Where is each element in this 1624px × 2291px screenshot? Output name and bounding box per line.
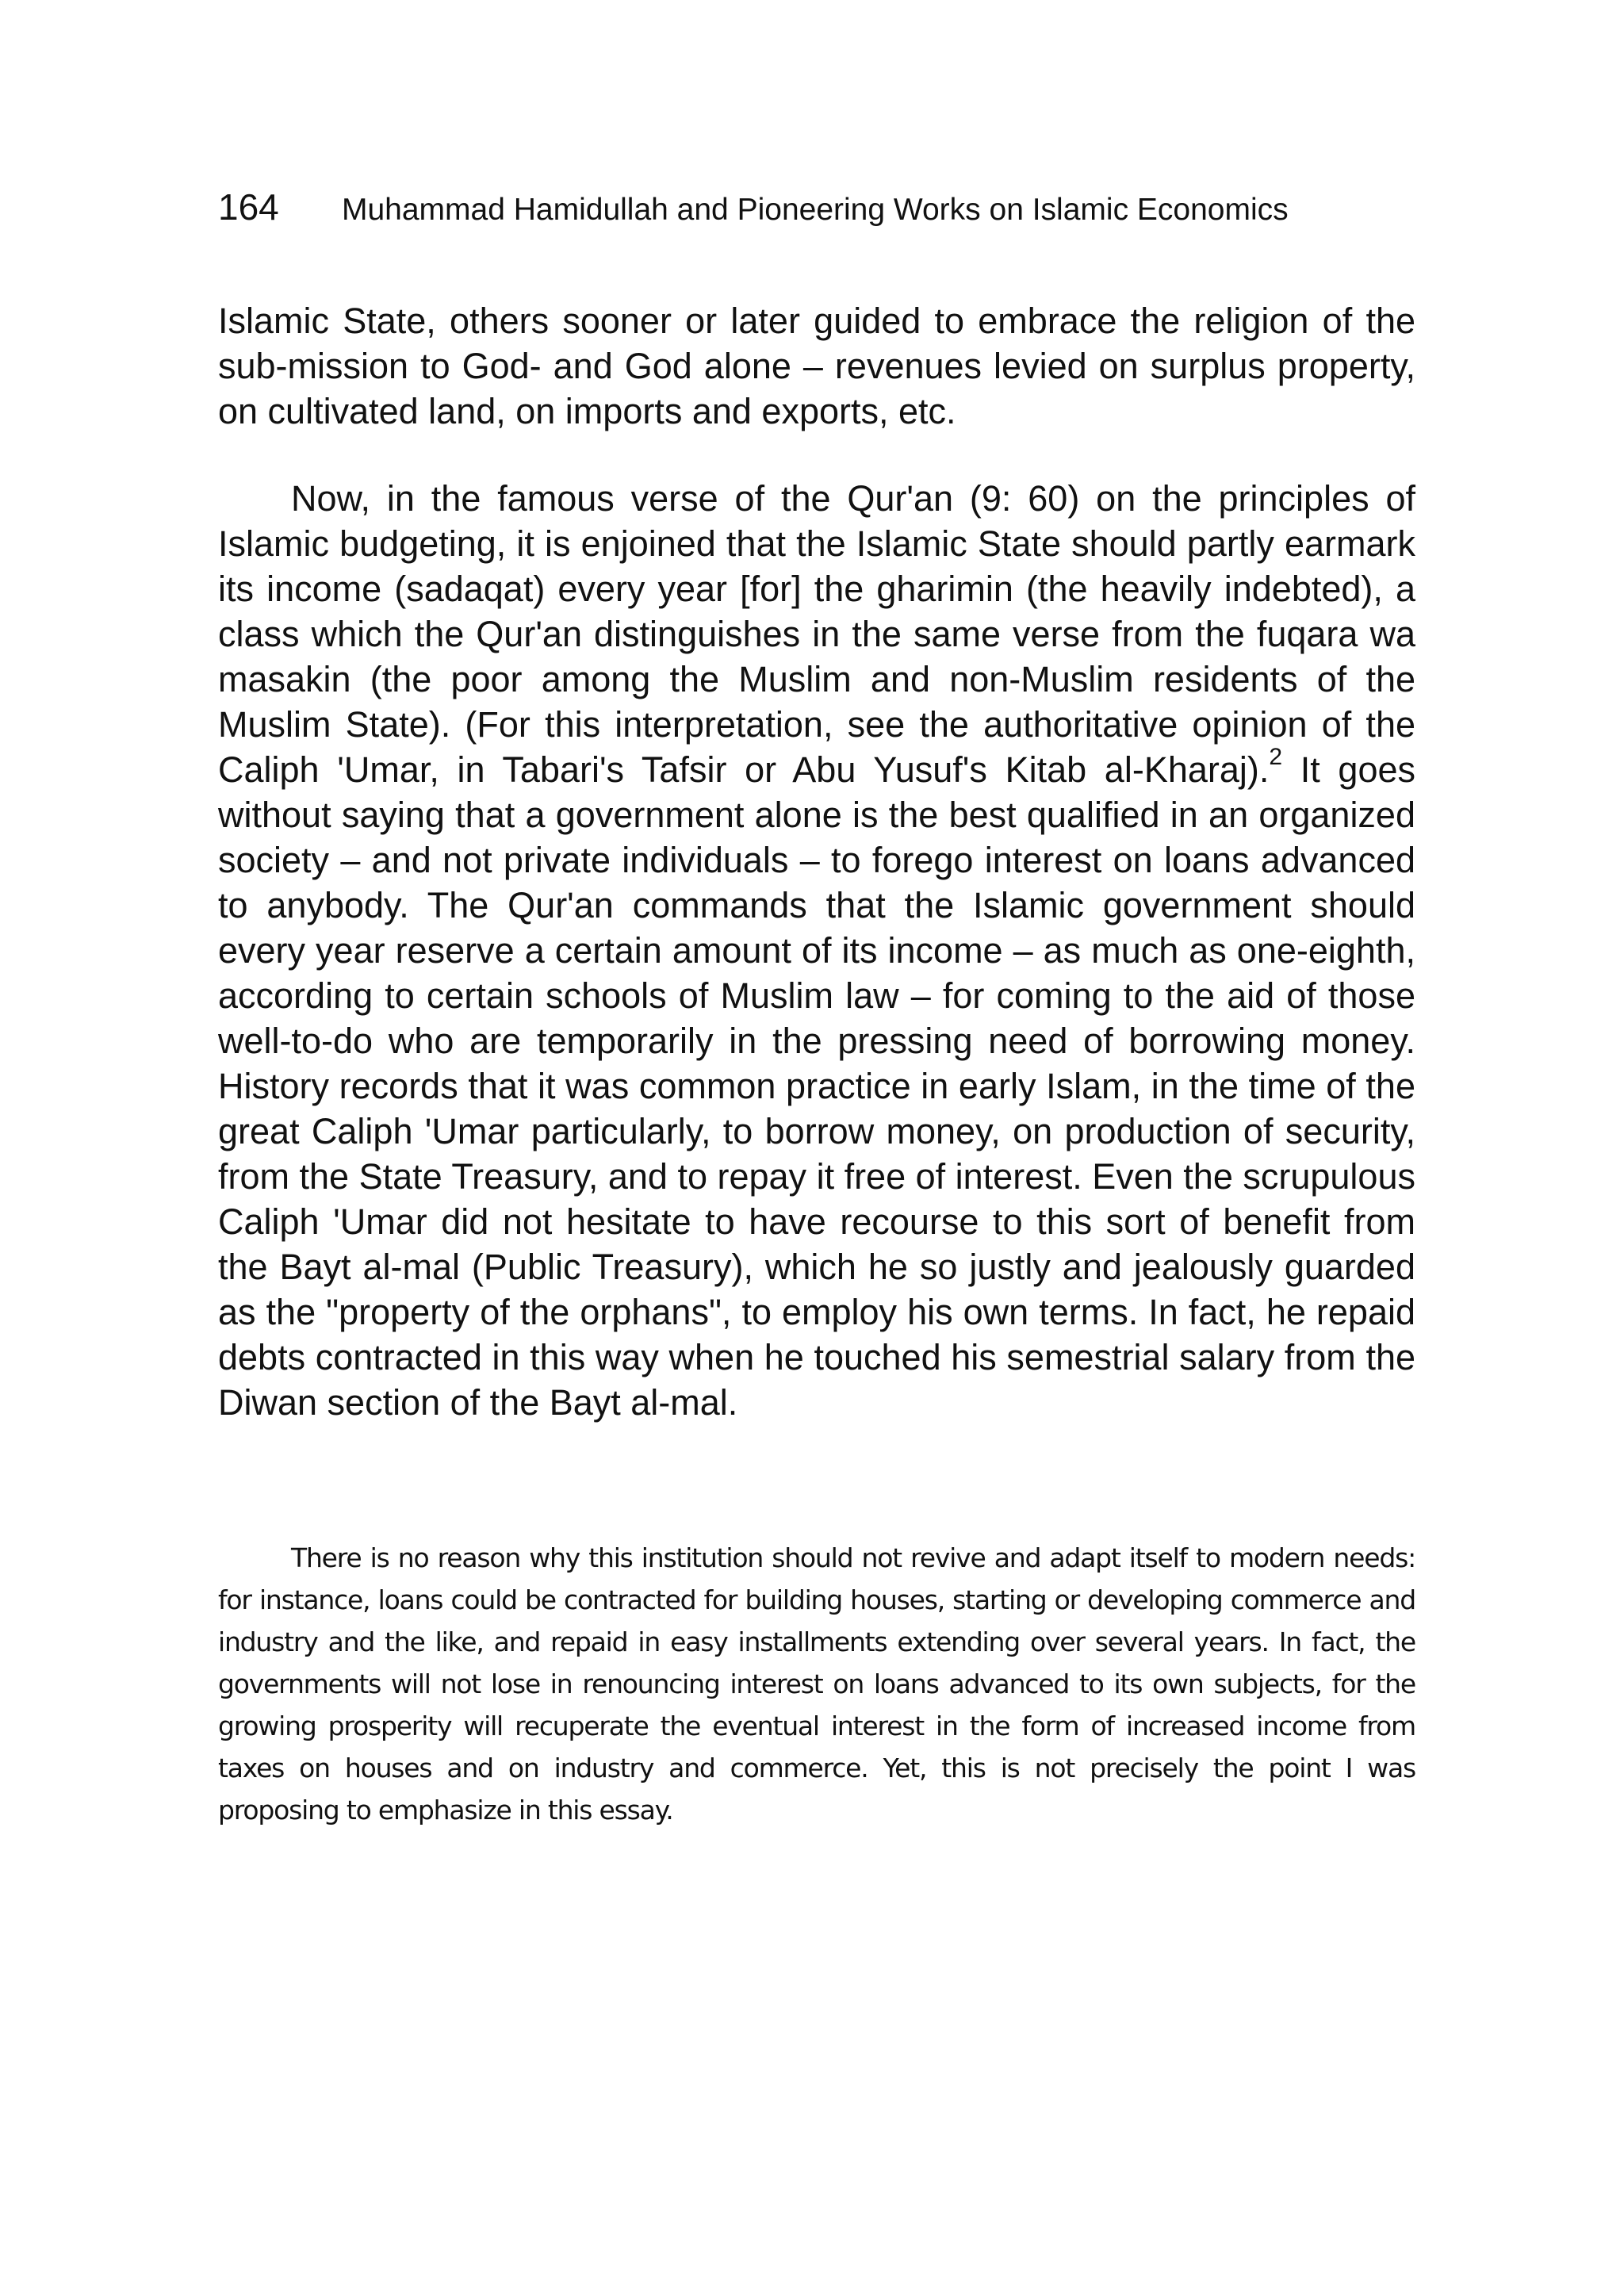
page-number: 164 <box>218 186 279 228</box>
running-title: Muhammad Hamidullah and Pioneering Works on Islamic Economics <box>342 193 1289 227</box>
paragraph-continuation: Islamic State, others sooner or later guided to embrace the religion of the sub-mission to God- and God alone – revenues levied on surplus property, on cultivated land, on imports and exports, etc. <box>218 301 1415 431</box>
paragraph-text-after-note: It goes without saying that a government alone is the best qualified in an organized society – and not private individuals – to forego interest on loans advanced to anybody. The Qur'an commands that the Islamic government should every year reserve a certain amount of its income – as much as one-eighth, according to certain schools of Muslim law – for coming to the aid of those well-to-do who are temporarily in the pressing need of borrowing money. History records that it was common practice in early Islam, in the time of the great Caliph 'Umar particularly, to borrow money, on production of security, from the State Treasury, and to repay it free of interest. Even the scrupulous Caliph 'Umar did not hesitate to have recourse to this sort of benefit from the Bayt al-mal (Public Treasury), which he so justly and jealously guarded as the "property of the orphans", to employ his own terms. In fact, he repaid debts contracted in this way when he touched his semestrial salary from the Diwan section of the Bayt al-mal. <box>218 749 1416 1423</box>
paragraph-quran-budgeting <box>218 476 1415 1425</box>
paragraph-text-before-note: Now, in the famous verse of the Qur'an (9: 60) on the principles of Islamic budgeting, it is enjoined that the Islamic State should partly earmark its income (sadaqat) every year [for] the gharimin (the heavily indebted), a class which the Qur'an distinguishes in the same verse from the fuqara wa masakin (the poor among the Muslim and non-Muslim residents of the Muslim State). (For this interpretation, see the authoritative opinion of the Caliph 'Umar, in Tabari's Tafsir or Abu Yusuf's Kitab al-Kharaj). <box>218 478 1415 790</box>
book-page <box>218 0 1415 2291</box>
paragraph-modern-needs: There is no reason why this institution should not revive and adapt itself to modern needs: for instance, loans could be contracted for building houses, starting or developing commerce and industry and the like, and repaid in easy installments extending over several years. In fact, the governments will not lose in renouncing interest on loans advanced to its own subjects, for the growing prosperity will recuperate the eventual interest in the form of increased income from taxes on houses and on industry and commerce. Yet, this is not precisely the point I was proposing to emphasize in this essay. <box>218 1542 1415 1826</box>
footnote-reference: 2 <box>1269 744 1283 770</box>
running-head <box>218 186 1415 228</box>
